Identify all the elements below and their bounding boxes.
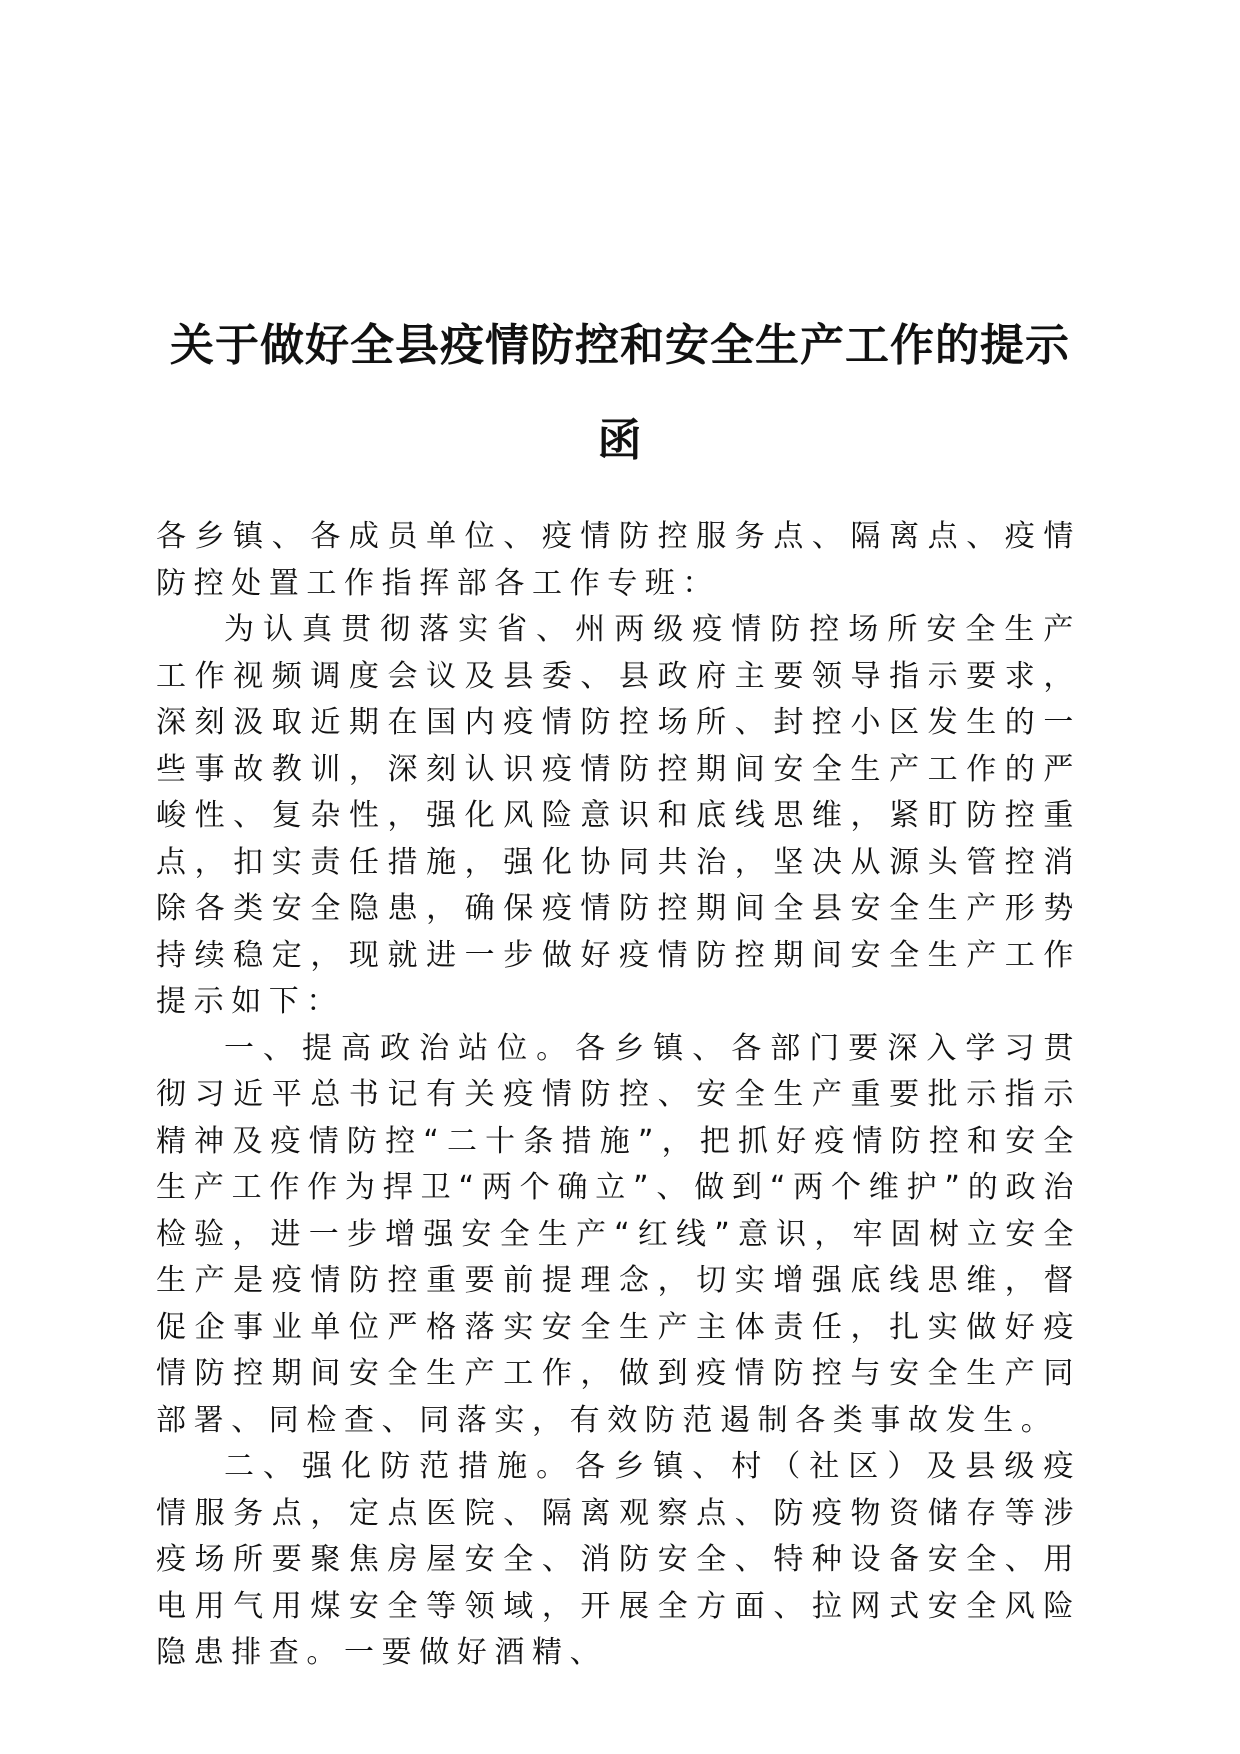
document-body [156,514,1081,1677]
paragraph-intro: 为认真贯彻落实省、州两级疫情防控场所安全生产工作视频调度会议及县委、县政府主要领导指示要求，深刻汲取近期在国内疫情防控场所、封控小区发生的一些事故教训，深刻认识疫情防控期间安全生产工作的严峻性、复杂性，强化风险意识和底线思维，紧盯防控重点，扣实责任措施，强化协同共治，坚决从源头管控消除各类安全隐患，确保疫情防控期间全县安全生产形势持续稳定，现就进一步做好疫情防控期间安全生产工作提示如下： [156,612,1081,1019]
paragraph-political-stance: 一、提高政治站位。各乡镇、各部门要深入学习贯彻习近平总书记有关疫情防控、安全生产重要批示指示精神及疫情防控“二十条措施”，把抓好疫情防控和安全生产工作作为捍卫“两个确立”、做到“两个维护”的政治检验，进一步增强安全生产“红线”意识，牢固树立安全生产是疫情防控重要前提理念，切实增强底线思维，督促企事业单位严格落实安全生产主体责任，扎实做好疫情防控期间安全生产工作，做到疫情防控与安全生产同部署、同检查、同落实，有效防范遏制各类事故发生。 [156,1030,1081,1438]
paragraph-prevention-measures: 二、强化防范措施。各乡镇、村（社区）及县级疫情服务点，定点医院、隔离观察点、防疫物资储存等涉疫场所要聚焦房屋安全、消防安全、特种设备安全、用电用气用煤安全等领域，开展全方面、拉网式安全风险隐患排查。一要做好酒精、 [156,1449,1081,1670]
title-line-1: 关于做好全县疫情防控和安全生产工作的提示 [170,320,1070,371]
title-line-2: 函 [597,415,643,466]
salutation: 各乡镇、各成员单位、疫情防控服务点、隔离点、疫情防控处置工作指挥部各工作专班： [156,519,1081,601]
document-title [150,298,1090,488]
